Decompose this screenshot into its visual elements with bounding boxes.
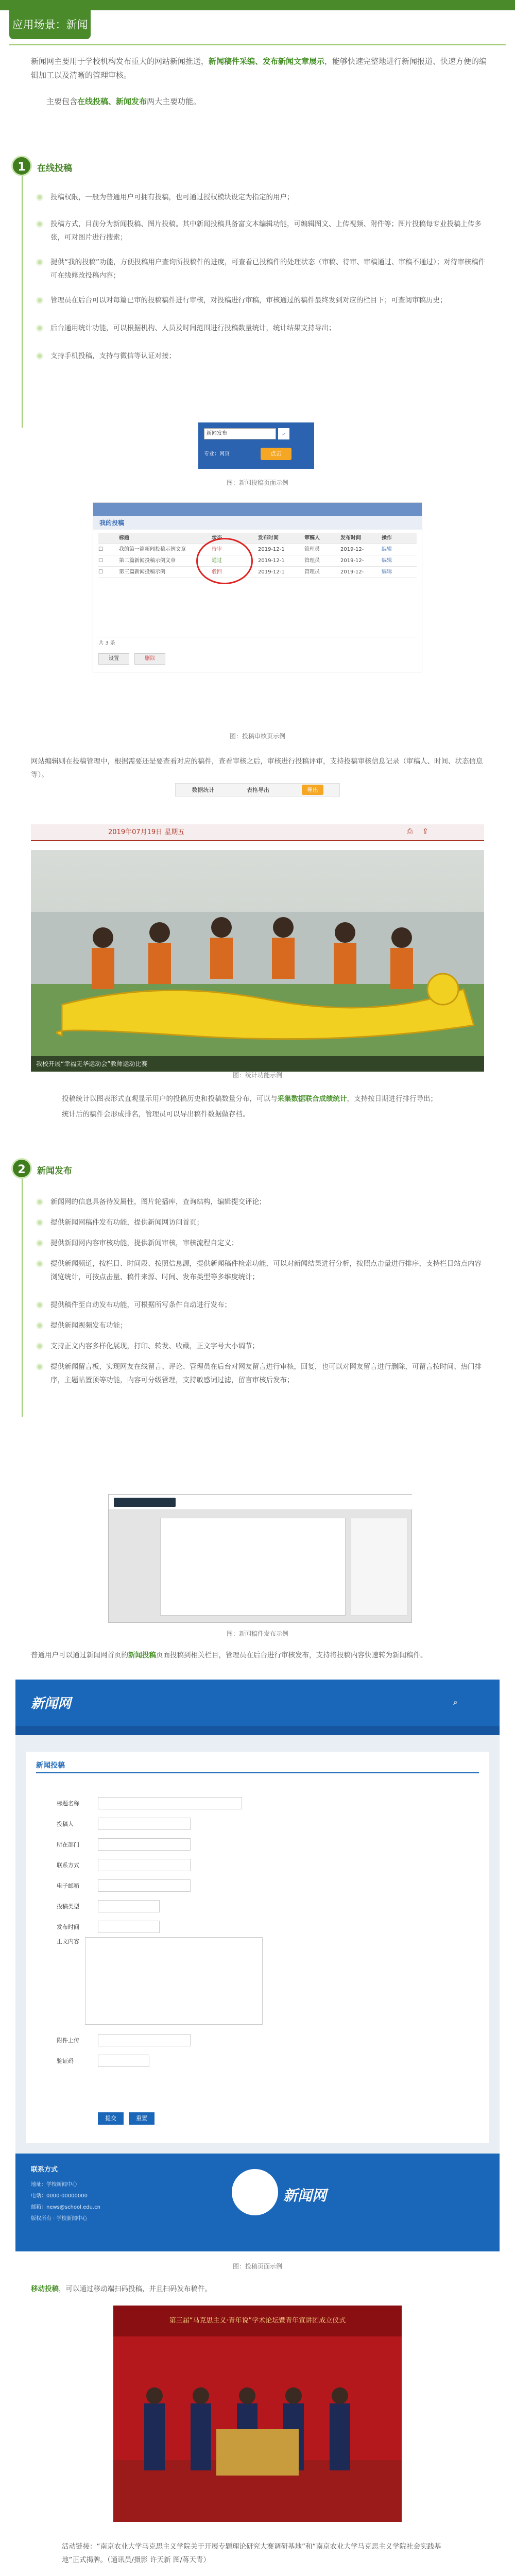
section-2-items — [36, 1195, 489, 1401]
header-divider — [9, 44, 506, 45]
list-item: 提供新闻留言板，实现网友在线留言、评论、管理员在后台对网友留言进行审核，回复，也可以对网友留言进行删除，可留言按时间、热门排序，主题帖置顶等功能，内容可分级管理，支持敏感词过滤，留言审核后发布； — [36, 1360, 489, 1401]
list-item: 投稿权限，一般为普通用户可拥有投稿，也可通过授权模块设定为指定的用户； — [36, 191, 489, 217]
portal-footer — [15, 2154, 500, 2251]
date-input[interactable] — [98, 1921, 160, 1933]
bullet-icon — [36, 1301, 43, 1309]
caption-stats: 图：统计功能示例 — [232, 1072, 282, 1079]
export-table-button[interactable]: 表格导出 — [246, 787, 269, 793]
type-select[interactable] — [98, 1900, 160, 1912]
bullet-icon — [36, 221, 43, 228]
table-header: 标题 状态 发布时间 审稿人 发布时间 操作 — [98, 533, 417, 544]
export-button[interactable]: 导出 — [302, 785, 323, 795]
form-title: 新闻投稿 — [36, 1761, 65, 1770]
window-titlebar — [93, 503, 422, 516]
bullet-icon — [36, 1343, 43, 1350]
list-item: 管理员在后台可以对每篇已审的投稿稿件进行审核，对投稿进行审稿，审核通过的稿件最终发到对应的栏目下；可查阅审稿历史； — [36, 294, 489, 321]
search-icon[interactable]: ⌕ — [453, 1697, 458, 1707]
footer-title: 联系方式 — [31, 2166, 58, 2174]
portal-header — [15, 1680, 500, 1726]
section-1-timeline — [22, 170, 23, 428]
bullet-icon — [36, 297, 43, 304]
bullet-icon — [36, 194, 43, 201]
bullet-icon — [36, 1322, 43, 1329]
table-row[interactable]: ☐ 我的第一篇新闻投稿示例文章 待审 2019-12-1 管理员 2019-12- 编辑 — [98, 544, 417, 555]
form-fields: 标题名称 投稿人 所在部门 联系方式 电子邮箱 投稿类型 发布时间 正文内容 附件上传 验证码 — [57, 1793, 263, 2071]
list-item: 投稿方式，目前分为新闻投稿、图片投稿。其中新闻投稿具备富文本编辑功能，可编辑图文、上传视频、附件等；图片投稿每专业投稿上传多张，可对图片进行搜索； — [36, 217, 489, 256]
portal-form-panel — [26, 1752, 489, 2143]
table-title: 我的投稿 — [93, 516, 422, 530]
list-item: 新闻网的信息具备待发属性，图片轮播库，查询结构，编辑提交评论； — [36, 1195, 489, 1216]
submit-button[interactable]: 提交 — [98, 2112, 124, 2125]
news-date-bar: 2019年07月19日 星期五 — [31, 824, 484, 841]
list-item: 提供新闻频道，按栏目、时间段、按照信息源，提供新闻稿件检索功能，可以对新闻结果进行分析，按照点击量进行排序，支持栏目站点内容浏览统计，可按点击量、稿件来源、时间、发布类型等多维度统计； — [36, 1257, 489, 1298]
caption-editor: 图：新闻稿件发布示例 — [226, 1630, 288, 1637]
share-icon[interactable]: ⇪ — [422, 827, 428, 836]
form-divider — [36, 1772, 479, 1773]
phone-input[interactable] — [98, 1859, 191, 1871]
photo-illustration — [31, 850, 484, 1072]
publish-description: 普通用户可以通过新闻网首页的新闻投稿页面投稿到相关栏目，管理员在后台进行审核发布，支持将投稿内容快速转为新闻稿件。 — [31, 1651, 427, 1659]
logo — [114, 1498, 176, 1507]
settings-button[interactable]: 设置 — [98, 653, 129, 665]
section-2-number: 2 — [11, 1158, 32, 1179]
caption-review: 图：投稿审核页示例 — [229, 733, 285, 740]
photo-caption: 我校开展“幸福无华运动会”教师运动比赛 — [31, 1056, 484, 1072]
table-footer: 共 3 条 — [98, 637, 417, 649]
editor-screenshot — [108, 1494, 412, 1623]
mobile-description: 移动投稿，可以通过移动端扫码投稿，并且扫码发布稿件。 — [31, 2285, 212, 2293]
footer-lines: 地址：学校新闻中心 电话：0000-00000000 邮箱：news@school.edu.cn 版权所有 · 学校新闻中心 — [31, 2182, 100, 2222]
search-input[interactable]: 新闻发布 — [204, 428, 276, 439]
section-1-items — [36, 191, 489, 370]
caption-submission: 图：新闻投稿页面示例 — [226, 479, 288, 486]
news-photo — [31, 850, 484, 1072]
list-item: 支持正文内容多样化展现，打印、转发、收藏，正文字号大小调节； — [36, 1340, 489, 1360]
review-table-screenshot — [93, 502, 422, 672]
list-item: 提供新闻视频发布功能； — [36, 1319, 489, 1340]
bullet-icon — [36, 1240, 43, 1247]
editor-canvas[interactable] — [160, 1518, 346, 1616]
reset-button[interactable]: 重置 — [129, 2112, 154, 2125]
bullet-icon — [36, 1260, 43, 1267]
bullet-icon — [36, 1363, 43, 1370]
intro-paragraph-2: 主要包含在线投稿、新闻发布两大主要功能。 — [46, 97, 201, 106]
editor-sidepanel — [351, 1518, 407, 1616]
portal-screenshot — [15, 1680, 500, 2251]
section-2-title: 新闻发布 — [37, 1166, 72, 1176]
content-textarea[interactable] — [85, 1937, 263, 2025]
stats-toolbar — [175, 783, 340, 796]
title-input[interactable] — [98, 1797, 242, 1809]
page-title: 应用场景：新闻网 — [9, 10, 91, 39]
click-button[interactable]: 点击 — [261, 448, 291, 460]
event-text: 活动链接：“南京农业大学马克思主义学院关于开展专题理论研究大赛调研基地”和“南京农业大学马克思主义学院社会实践基地”正式揭牌。（通讯员/摄影 许天新 图/蒋天青） — [62, 2543, 441, 2564]
list-item: 提供新闻网稿件发布功能，提供新闻网访问首页； — [36, 1216, 489, 1236]
captcha-input[interactable] — [98, 2055, 149, 2067]
print-icon[interactable]: ⎙ — [407, 827, 413, 836]
stats-description-2: 统计后的稿件会形成排名，管理员可以导出稿件数据做存档。 — [62, 1110, 250, 1118]
list-item: 提供新闻网内容审核功能，提供新闻审核，审核流程自定义； — [36, 1236, 489, 1257]
bullet-icon — [36, 325, 43, 332]
bullet-icon — [36, 1198, 43, 1206]
list-item: 后台通用统计功能，可以根据机构、人员及时间范围进行投稿数量统计，统计结果支持导出； — [36, 321, 489, 349]
event-photo — [113, 2306, 402, 2522]
portal-brand: 新闻网 — [31, 1696, 72, 1711]
search-icon[interactable]: ⌕ — [278, 428, 289, 439]
attachment-input[interactable] — [98, 2034, 191, 2046]
bullet-icon — [36, 259, 43, 266]
caption-portal: 图：投稿页面示例 — [232, 2263, 282, 2270]
section-1-title: 在线投稿 — [37, 163, 72, 174]
header-bar — [0, 0, 515, 10]
submission-widget-screenshot — [198, 422, 314, 469]
email-input[interactable] — [98, 1879, 191, 1892]
section-2-timeline — [22, 1175, 23, 1417]
table-row[interactable]: ☐ 第三篇新闻投稿示例 驳回 2019-12-1 管理员 2019-12- 编辑 — [98, 567, 417, 578]
event-banner: 第三届“马克思主义·青年说”学术论坛暨青年宣讲团成立仪式 — [113, 2306, 402, 2336]
delete-button[interactable]: 删除 — [134, 653, 165, 665]
table-row[interactable]: ☐ 第二篇新闻投稿示例文章 通过 2019-12-1 管理员 2019-12- 编辑 — [98, 555, 417, 567]
highlight-circle — [196, 538, 253, 584]
bullet-icon — [36, 352, 43, 360]
list-item: 提供稿件至自动发布功能，可根据所写条件自动进行发布； — [36, 1298, 489, 1319]
author-input[interactable] — [98, 1818, 191, 1830]
stats-button[interactable]: 数据统计 — [192, 787, 215, 793]
department-input[interactable] — [98, 1838, 191, 1851]
list-item: 支持手机投稿，支持与微信等认证对接； — [36, 349, 489, 370]
major-label: 专业：网页 — [204, 451, 230, 457]
portal-nav-strip — [15, 1726, 500, 1735]
bullet-icon — [36, 1219, 43, 1226]
stats-description: 投稿统计以图表形式直观显示用户的投稿历史和投稿数量分布，可以与采集数据联合成绩统计，支持按日期进行排行导出； — [62, 1095, 437, 1103]
section-1-number: 1 — [11, 156, 32, 176]
event-illustration — [113, 2336, 402, 2522]
intro-paragraph-1: 新闻网主要用于学校机构发布重大的网站新闻推送，新闻稿件采编、发布新闻文章展示，能够快速完整地进行新闻报道、快速方便的编辑加工以及清晰的管理审核。 — [31, 57, 487, 80]
footer-brand: 新闻网 — [283, 2187, 327, 2204]
list-item: 提供“我的投稿”功能，方便投稿用户查询所投稿件的进度，可查看已投稿件的处理状态（审稿、待审、审稿通过、审稿不通过）；对待审核稿件可在线修改投稿内容； — [36, 256, 489, 294]
review-description: 网站编辑则在投稿管理中，根据需要还是要查看对应的稿件，查看审核之后，审核进行投稿评审，支持投稿审核信息记录（审稿人、时间、状态信息等）。 — [31, 757, 483, 779]
footer-logo-icon — [232, 2169, 278, 2215]
